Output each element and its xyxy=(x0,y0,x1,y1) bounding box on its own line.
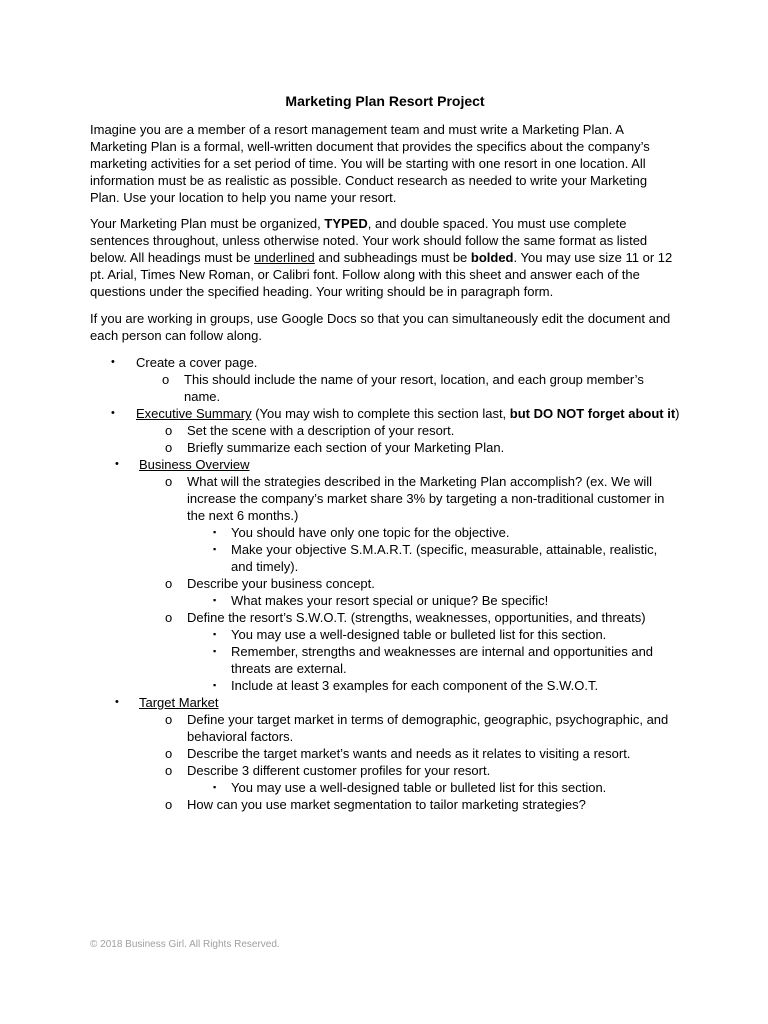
business-sub3-b: Remember, strengths and weaknesses are internal and opportunities and threats are external. xyxy=(231,644,654,676)
list-item xyxy=(187,779,680,796)
business-sub3-c: Include at least 3 examples for each component of the S.W.O.T. xyxy=(231,678,599,693)
bullet-icon: o xyxy=(165,576,173,591)
cover-sub1: This should include the name of your resort, location, and each group member’s name. xyxy=(184,372,644,404)
copyright-footer: © 2018 Business Girl. All Rights Reserved. xyxy=(90,939,280,950)
groups-paragraph: If you are working in groups, use Google Docs so that you can simultaneously edit the document and each person can follow along. xyxy=(90,311,671,343)
list-item xyxy=(187,524,680,541)
target-sub4: How can you use market segmentation to tailor marketing strategies? xyxy=(187,797,586,812)
heading-business-overview: Business Overview xyxy=(139,457,250,472)
format-typed: TYPED xyxy=(324,216,368,231)
cover-text: Create a cover page. xyxy=(136,355,258,370)
bullet-icon: ▪ xyxy=(213,629,217,639)
outline-list xyxy=(90,354,680,813)
target-sub2: Describe the target market’s wants and needs as it relates to visiting a resort. xyxy=(187,746,631,761)
target-sub1: Define your target market in terms of demographic, geographic, psychographic, and behavioral factors. xyxy=(187,712,669,744)
list-item-executive-summary xyxy=(90,405,680,456)
list-item xyxy=(136,371,680,405)
bullet-icon: o xyxy=(165,610,173,625)
exec-sub1: Set the scene with a description of your resort. xyxy=(187,423,455,438)
bullet-icon: ▪ xyxy=(213,646,217,656)
bullet-icon: o xyxy=(165,712,173,727)
list-item-cover xyxy=(90,354,680,405)
target-sub3-a: You may use a well-designed table or bulleted list for this section. xyxy=(231,780,607,795)
heading-executive-summary: Executive Summary xyxy=(136,406,252,421)
bullet-icon: • xyxy=(115,458,119,470)
format-text-c: and subheadings must be xyxy=(314,250,471,265)
list-item xyxy=(139,422,680,439)
list-item xyxy=(139,762,680,796)
bullet-icon: o xyxy=(165,746,173,761)
intro-paragraph: Imagine you are a member of a resort management team and must write a Marketing Plan. A Marketing Plan is a formal, well-written document that provides the specifics about the company’s marketing activities for a set period of time. You will be starting with one resort in one location. All information must be as realistic as possible. Conduct research as needed to write your Marketing Plan. Use your location to help you name your resort. xyxy=(90,122,650,205)
format-paragraph xyxy=(90,215,675,300)
exec-sub2: Briefly summarize each section of your Marketing Plan. xyxy=(187,440,505,455)
bullet-icon: o xyxy=(165,423,173,438)
document-title: Marketing Plan Resort Project xyxy=(285,93,485,109)
list-item xyxy=(187,592,680,609)
exec-text-b: ) xyxy=(675,406,680,421)
bullet-icon: ▪ xyxy=(213,680,217,690)
list-item xyxy=(187,626,680,643)
list-item xyxy=(139,796,680,813)
format-text-a: Your Marketing Plan must be organized, xyxy=(90,216,325,231)
list-item xyxy=(139,473,680,575)
heading-target-market: Target Market xyxy=(139,695,219,710)
business-sub2-a: What makes your resort special or unique? Be specific! xyxy=(231,593,549,608)
format-bolded: bolded xyxy=(470,250,514,265)
bullet-icon: ▪ xyxy=(213,527,217,537)
business-sub1-a: You should have only one topic for the objective. xyxy=(231,525,510,540)
list-item xyxy=(139,439,680,456)
list-item-business-overview xyxy=(90,456,680,694)
exec-text-a: (You may wish to complete this section last, xyxy=(251,406,510,421)
list-item-target-market xyxy=(90,694,680,813)
list-item xyxy=(139,711,680,745)
exec-bold: but DO NOT forget about it xyxy=(509,406,676,421)
list-item xyxy=(139,575,680,609)
target-sub3: Describe 3 different customer profiles for your resort. xyxy=(187,763,491,778)
business-sub3-a: You may use a well-designed table or bulleted list for this section. xyxy=(231,627,607,642)
bullet-icon: o xyxy=(165,797,173,812)
bullet-icon: • xyxy=(115,696,119,708)
bullet-icon: ▪ xyxy=(213,595,217,605)
format-text-b: , and double spaced. You must use complete sentences throughout, unless otherwise noted. Your work should follow the same format as listed below. All headings must be xyxy=(90,216,648,265)
bullet-icon: • xyxy=(111,407,115,419)
format-text-d: . You may use size 11 or 12 pt. Arial, Times New Roman, or Calibri font. Follow along with this sheet and answer each of the questions under the specified heading. Your writing should be in paragraph form. xyxy=(90,250,673,299)
business-sub2: Describe your business concept. xyxy=(187,576,375,591)
bullet-icon: o xyxy=(165,440,173,455)
business-sub1: What will the strategies described in the Marketing Plan accomplish? (ex. We will increase the company’s market share 3% by targeting a non-traditional customer in the next 6 months.) xyxy=(187,474,665,523)
list-item xyxy=(187,541,680,575)
list-item xyxy=(187,643,680,677)
list-item xyxy=(139,745,680,762)
bullet-icon: ▪ xyxy=(213,782,217,792)
bullet-icon: o xyxy=(162,372,170,387)
business-sub3: Define the resort’s S.W.O.T. (strengths, weaknesses, opportunities, and threats) xyxy=(187,610,646,625)
bullet-icon: o xyxy=(165,474,173,489)
bullet-icon: • xyxy=(111,356,115,368)
bullet-icon: o xyxy=(165,763,173,778)
list-item xyxy=(187,677,680,694)
bullet-icon: ▪ xyxy=(213,544,217,554)
list-item xyxy=(139,609,680,694)
business-sub1-b: Make your objective S.M.A.R.T. (specific, measurable, attainable, realistic, and timely). xyxy=(231,542,658,574)
format-underlined: underlined xyxy=(254,250,315,265)
